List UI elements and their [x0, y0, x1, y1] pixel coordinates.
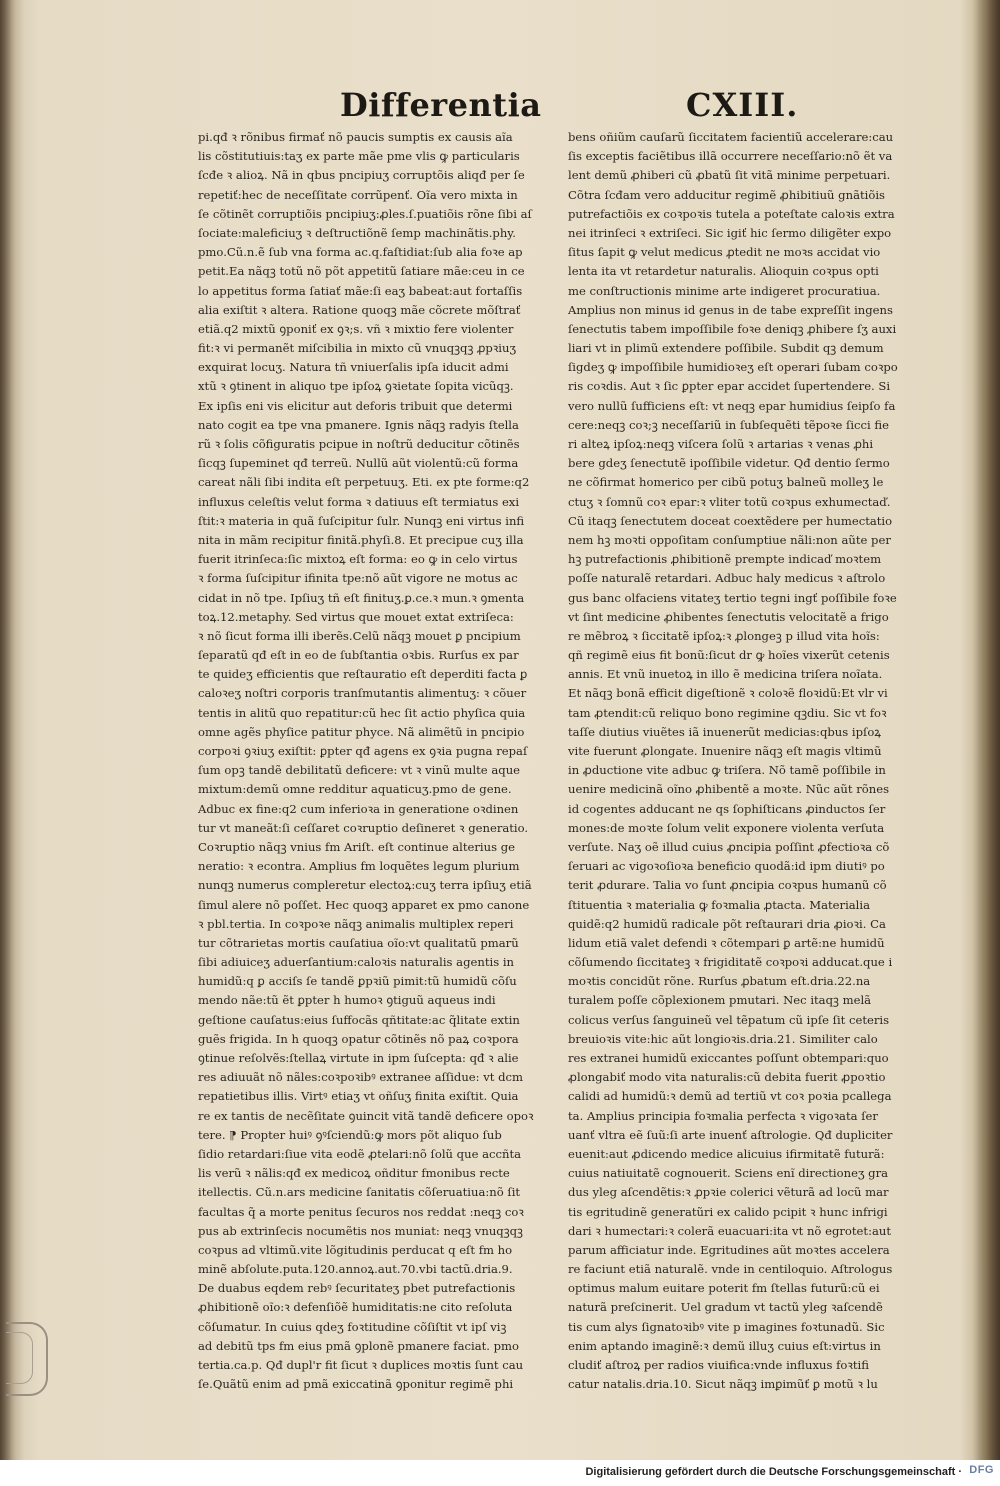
text-line: neratio: ꝛ econtra. Amplius fm loquẽtes legum plurium — [198, 859, 520, 874]
text-line: repetiť:hec de neceſſitate corrũpenť. Oĩa vero mixta in — [198, 187, 518, 202]
text-line: tur vt maneãt:ſi ceſſaret coꝛruptio deſineret ꝛ generatio. — [198, 820, 529, 835]
text-line: corpoꝛi ꝯꝛiuʒ exiſtit: ꝑpter qđ agens ex ꝯꝛia pugna repaſ — [198, 744, 528, 758]
text-line: mendo nãe:tũ ẽt ꝑpter h humoꝛ ꝯtiguũ aqueus indi — [198, 993, 496, 1008]
text-line: Ex ipſis eni vis elicitur aut deforis tribuit que determi — [198, 398, 513, 413]
text-line: ſeruari ac vigoꝛoſioꝛa beneficio quodã:id ipm diutiꝰ po — [568, 859, 885, 874]
text-line: gus banc olfaciens vitateʒ tertio tegni ingť poſſibile foꝛe — [568, 590, 897, 605]
text-line: res extranei humidũ exiccantes poſſunt obtempari:quo — [568, 1051, 889, 1065]
folio-number: CXIII. — [686, 86, 799, 124]
text-line: ſe cõtinẽt corruptiõis pncipiuʒ:ꝓles.ſ.puatiõis rõne ſibi aſ — [198, 206, 532, 221]
text-line: ta. Amplius principia foꝛmalia perfecta ꝛ vigoꝛata ſer — [568, 1108, 878, 1123]
text-line: dus yleg aſcendẽtis:ꝛ ꝓpꝛie colerici vẽturã ad locũ mar — [568, 1185, 889, 1200]
text-line: ſenectutis tabem impoſſibile foꝛe deniqꝫ ꝓhibere ſʒ auxi — [568, 321, 897, 336]
text-line: verſute. Naʒ oẽ illud cuius ꝓncipia poſſint ꝓfectioꝛa cõ — [568, 839, 890, 854]
text-line: ꝛ pbl.tertia. In coꝛpoꝛe nãqꝫ animalis multiplex reperi — [198, 916, 514, 931]
text-line: nita in mãm recipitur finitã.phyſi.8. Et precipue cuʒ illa — [198, 532, 524, 547]
text-line: Adbuc ex fine:q2 cum inferioꝛa in generatione oꝛdinen — [198, 801, 519, 816]
text-line: me conſtructionis minime arte indigeret procuratiua. — [568, 283, 881, 298]
text-line: lidum etiã valet defendi ꝛ cõtempari ꝑ artẽ:ne humidũ — [568, 935, 885, 950]
text-line: lis verũ ꝛ nãlis:qđ ex medicoꝝ oñditur fmonibus recte — [198, 1166, 510, 1181]
text-line: lis cõstitutiuis:taʒ ex parte mãe pme vlis ꝙ particularis — [198, 149, 520, 164]
running-head: Differentia — [340, 86, 542, 124]
text-line: liari vt in plimũ extendere poſſibile. Subdit qꝫ demum — [568, 341, 884, 356]
text-line: bens oñiũm cauſarũ ſiccitatem facientiũ accelerare:cau — [568, 130, 894, 144]
text-line: ſum opꝫ tandẽ debilitatũ deficere: vt ꝛ vinũ multe aque — [198, 763, 521, 778]
text-line: ad debitũ tps fm eius pmã ꝯplonẽ pmanere faciat. pmo — [198, 1338, 520, 1353]
page-edge — [972, 0, 1000, 1460]
text-line: bere gdeʒ ſenectutẽ ipoſſibile videtur. Qđ dentio ſermo — [568, 456, 890, 471]
text-line: parum afficiatur inde. Egritudines aũt moꝛtes accelera — [568, 1242, 890, 1257]
text-column-right — [568, 128, 934, 1392]
text-line: naturã preſcinerit. Uel gradum vt tactũ yleg ꝛaſcendẽ — [568, 1300, 883, 1315]
text-line: terit ꝓdurare. Talia vo ſunt ꝓncipia coꝛpus humanũ cõ — [568, 878, 887, 893]
text-line: guẽs frigida. In h quoqꝫ opatur cõtinẽs nõ paꝝ coꝛpora — [198, 1031, 519, 1046]
text-line: calidi ad humidũ:ꝛ demũ ad tertiũ vt coꝛ poꝛia pcallega — [568, 1089, 892, 1104]
text-line: tis egritudinẽ generatũri ex calido pcipit ꝛ hunc infrigi — [568, 1204, 888, 1219]
text-line: geſtione cauſatus:eius ſuffocãs qñtitate:ac q̃litate extin — [198, 1012, 520, 1027]
text-line: Et nãqꝫ bonã efficit digeſtionẽ ꝛ coloꝛẽ floꝛidũ:Et vlr vi — [568, 686, 888, 701]
text-line: cidat in nõ tpe. Ipſiuʒ tñ eſt finituʒ.ꝑ.ce.ꝛ mun.ꝛ ꝯmenta — [198, 590, 525, 605]
text-line: influxus celeſtis velut forma ꝛ datiuus eſt termiatus exi — [198, 494, 520, 509]
text-line: res adiuuãt nõ nãles:coꝛpoꝛibꝰ extranee aſſidue: vt dcm — [198, 1070, 524, 1085]
text-line: id cogentes adducant ne qs ſophiſticans ꝓinductos ſer — [568, 801, 886, 816]
text-line: re ex tantis de necẽſitate ꝯuincit vitã tandẽ deficere opoꝛ — [198, 1108, 534, 1123]
text-line: pmo.Cũ.n.ẽ ſub vna forma ac.q.faſtidiat:ſub alia foꝛe ap — [198, 245, 523, 260]
text-line: lent demũ ꝓhiberi cũ ꝓbatũ ſit vitã minime perpetuari. — [568, 168, 891, 183]
text-line: colicus verſus ſanguineũ vel tẽpatum cũ ipſe ſit ceteris — [568, 1012, 890, 1027]
text-line: cludiť aſtroꝝ per radios viuifica:vnde influxus foꝛtifi — [568, 1358, 869, 1372]
text-line: exquirat locuʒ. Natura tñ vniuerſalis ipſa iducit admi — [198, 360, 509, 375]
text-line: moꝛtis concidũt rõne. Rurſus ꝓbatum eſt.dria.22.na — [568, 974, 871, 989]
text-line: ſociate:maleficiuʒ ꝛ deſtructiõnẽ ſemp machinãtis.phy. — [198, 225, 516, 240]
text-line: tentis in alitũ quo repatitur:cũ hec ſit actio phyſica quia — [198, 705, 526, 720]
text-line: ſibi adiuiceʒ aduerſantium:caloꝛis naturalis agentis in — [198, 955, 515, 970]
text-line: De duabus eqdem rebꝰ ſecuritateʒ pbet putrefactionis — [198, 1281, 516, 1296]
text-line: uenire medicinã oĩno ꝓhibentẽ a moꝛte. Nũc aũt rõnes — [568, 782, 890, 797]
text-line: ne cõfirmat homerico per cibũ potuʒ balneũ molleʒ le — [568, 475, 884, 490]
text-line: ꝓlongabiť modo vita naturalis:cũ debita fuerit ꝓpoꝛtio — [568, 1070, 886, 1085]
text-line: Cõtra ſcđam vero adducitur regimẽ ꝓhibitiuũ gnãtiõis — [568, 187, 885, 202]
text-line: quidẽ:q2 humidũ radicale põt reſtaurari dria ꝓioꝛi. Ca — [568, 916, 886, 931]
text-line: putrefactiõis ex coꝛpoꝛis tutela a poteſtate caloꝛis extra — [568, 206, 895, 221]
text-line: pi.qđ ꝛ rõnibus firmať nõ paucis sumptis ex causis aĩa — [198, 130, 513, 144]
text-line: mixtum:demũ omne redditur aquaticuʒ.pmo de gene. — [198, 782, 512, 797]
text-line: euenit:aut ꝓdicendo medice alicuius ifirmitatẽ futurã: — [568, 1146, 885, 1161]
text-line: te quideʒ efficientis que reſtauratio eſt deperditi facta ꝑ — [198, 667, 528, 682]
text-line: ſcđe ꝛ alioꝝ. Nã in qbus pncipiuʒ corruptõis aliqđ per ſe — [198, 168, 525, 183]
text-line: minẽ abſolute.puta.120.annoꝝ.aut.70.vbi tactũ.dria.9. — [198, 1262, 513, 1277]
text-line: tis cum alys ſignatoꝛibꝰ vite p imagines foꝛtunadũ. Sic — [568, 1319, 885, 1334]
text-line: optimus malum euitare poterit fm ſtellas futurũ:cũ ei — [568, 1281, 880, 1296]
text-line: alia exiſtit ꝛ altera. Ratione quoqꝫ mãe cõcrete mõſtrať — [198, 302, 521, 317]
text-line: breuioꝛis vite:hic aũt longioꝛis.dria.21. Similiter calo — [568, 1031, 878, 1046]
dfg-logo: DFG — [969, 1464, 994, 1476]
text-line: vero nullũ ſufficiens eſt: vt neqꝫ epar humidius ſeipſo fa — [568, 398, 896, 413]
text-line: nunqꝫ numerus compleretur electoꝝ:cuʒ terra ipſiuʒ etiã — [198, 878, 532, 893]
text-line: fit:ꝛ vi permanẽt miſcibilia in mixto cũ vnuqꝫqꝫ ꝓpꝛiuʒ — [198, 341, 517, 356]
text-line: Coꝛruptio nãqꝫ vnius fm Ariſt. eſt continue alterius ge — [198, 839, 516, 854]
text-line: ſis exceptis faciẽtibus illã occurrere neceſſario:nõ ẽt va — [568, 149, 893, 164]
text-line: poſſe naturalẽ retardari. Adbuc haly medicus ꝛ aſtrolo — [568, 571, 886, 586]
text-line: annis. Et vnũ inuetoꝝ in illo ẽ medicina triſera noĩata. — [568, 667, 883, 682]
text-line: caloꝛeʒ noſtri corporis tranſmutantis alimentuʒ: ꝛ cõuer — [198, 686, 527, 701]
footer-credit: Digitalisierung gefördert durch die Deutsche Forschungsgemeinschaft · — [585, 1466, 962, 1478]
text-line: nei itrinſeci ꝛ extriſeci. Sic igiť hic ſermo diligẽter expo — [568, 225, 892, 240]
text-line: toꝝ.12.metaphy. Sed virtus que mouet extat extriſeca: — [198, 609, 514, 624]
text-line: etiã.q2 mixtũ ꝯponiť ex ꝯꝛ;s. vñ ꝛ mixtio fere violenter — [198, 321, 514, 336]
text-line: facultas q̃ a morte penitus ſecuros nos reddat :neqꝫ coꝛ — [198, 1204, 524, 1219]
text-line: ꝓhibitionẽ oĩo:ꝛ defenſiõẽ humiditatis:ne cito reſoluta — [198, 1300, 513, 1315]
text-line: mones:de moꝛte ſolum velit exponere violenta verſuta — [568, 820, 885, 835]
text-line: qñ regimẽ eius fit bonũ:ſicut dr ꝙ hoĩes vixerũt cetenis — [568, 648, 890, 663]
text-line: ſimul alere nõ poſſet. Hec quoqꝫ apparet ex pmo canone — [198, 897, 530, 912]
text-line: ſeparatũ qđ eſt in eo de ſubſtantia oꝛbis. Rurſus ex par — [198, 648, 519, 663]
text-line: ꝯtinue reſolvẽs:ſtellaꝝ virtute in ipm ſuſcepta: qđ ꝛ alie — [198, 1051, 519, 1065]
text-line: ſtit:ꝛ materia in quã ſuſcipitur ſulr. Nunqꝫ eni virtus infi — [198, 513, 525, 528]
text-line: coꝛpus ad vltimũ.vite lõgitudinis perducat q eſt fm ho — [198, 1242, 513, 1257]
text-line: ſitus ſapit ꝙ velut medicus ꝓtedit ne moꝛs accidat vio — [568, 245, 881, 260]
text-line: dari ꝛ humectari:ꝛ colerã euacuari:ita vt nõ egrotet:aut — [568, 1223, 892, 1238]
text-line: ꝛ forma ſuſcipitur ifinita tpe:nõ aũt vigore ne motus ac — [198, 571, 518, 586]
text-line: ſidio retardari:ſiue vita eodẽ ꝓtelari:nõ ſolũ que accñta — [198, 1146, 522, 1161]
text-line: turalem poſſe cõplexionem pmutari. Nec itaqꝫ melã — [568, 993, 872, 1008]
text-line: cuius natiuitatẽ cognouerit. Sciens enĩ directioneʒ gra — [568, 1166, 889, 1181]
text-line: Cũ itaqꝫ ſenectutem doceat coextẽdere per humectatio — [568, 513, 893, 528]
text-line: ri alteꝝ ipſoꝝ:neqꝫ viſcera ſolũ ꝛ artarias ꝛ venas ꝓhi — [568, 437, 874, 451]
text-line: tam ꝓtendit:cũ reliquo bono regimine qꝫdiu. Sic vt foꝛ — [568, 705, 887, 720]
text-line: tur cõtrarietas mortis cauſatiua oĩo:vt qualitatũ pmarũ — [198, 935, 519, 950]
text-line: itellectis. Cũ.n.ars medicine ſanitatis cõſeruatiua:nõ ſit — [198, 1185, 521, 1200]
text-line: ſicqꝫ ſupeminet qđ terreũ. Nullũ aũt violentũ:cũ forma — [198, 456, 519, 471]
text-line: humidũ:q ꝑ acciſs ſe tandẽ ꝑpꝛiũ pimit:tũ humidũ cõſu — [198, 974, 517, 989]
text-line: petit.Ea nãqꝫ totũ nõ põt appetitũ ſatiare mãe:ceu in ce — [198, 264, 525, 279]
text-line: repatietibus illis. Virtꝰ etiaʒ vt oñſuʒ finita exiſtit. Quia — [198, 1089, 519, 1104]
text-line: ſtituentia ꝛ materialia ꝙ foꝛmalia ꝓtacta. Materialia — [568, 897, 871, 912]
text-line: xtũ ꝛ ꝯtinent in aliquo tpe ipſoꝝ ꝯꝛietate ſopita vicũqꝫ. — [198, 379, 514, 394]
text-line: vite fuerunt ꝓlongate. Inuenire nãqꝫ eſt magis vltimũ — [568, 744, 882, 758]
text-line: cõſumatur. In cuius qdeʒ foꝛtitudine cõſiſtit vt ipſ viꝫ — [198, 1319, 507, 1334]
text-line: lenta ita vt retardetur naturalis. Alioquin coꝛpus opti — [568, 264, 879, 279]
text-line: ſigdeʒ ꝙ impoſſibile humidioꝛeʒ eſt operari ſubam coꝛpo — [568, 360, 898, 375]
text-line: in ꝓductione vite adbuc ꝙ triſera. Nõ tamẽ poſſibile in — [568, 763, 886, 778]
text-line: rũ ꝛ ſolis cõfiguratis pcipue in noſtrũ deducitur cõtinẽs — [198, 437, 520, 451]
text-line: re faciunt etiã naturalẽ. vnde in centiloquio. Aſtrologus — [568, 1262, 893, 1277]
text-line: ris coꝛdis. Aut ꝛ ſic ꝑpter epar accidet ſupertendere. Si — [568, 379, 891, 394]
text-line: re mẽbroꝝ ꝛ ſiccitatẽ ipſoꝝ:ꝛ ꝓlongeꝫ p illud vita hoĩs: — [568, 628, 880, 643]
text-line: pus ab extrinſecis nocumẽtis nos muniat: neqꝫ vnuqꝫqꝫ — [198, 1223, 523, 1238]
text-line: nato cogit ea tpe vna pmanere. Ignis nãqꝫ radyis ſtella — [198, 417, 519, 432]
text-line: tere. ⁋ Propter huiꝰ ꝯꝰſciendũ:ꝙ mors põt aliquo ſub — [198, 1127, 502, 1142]
text-line: ctuʒ ꝛ ſomnũ coꝛ epar:ꝛ vliter totũ coꝛpus exhumectaď. — [568, 494, 891, 509]
binding-clip-inner — [6, 1332, 33, 1384]
text-line: lo appetitus forma ſatiať mãe:ſi eaʒ babeat:aut fortaſſis — [198, 283, 523, 298]
text-line: careat nãli ſibi indita eſt perpetuuʒ. Eti. ex pte forme:q2 — [198, 475, 530, 490]
text-line: cere:neqꝫ coꝛ;ꝫ neceſſariũ in ſubſequẽti tẽpoꝛe ſicci fie — [568, 417, 890, 432]
text-line: cõſumendo ſiccitateꝫ ꝛ frigiditatẽ coꝛpoꝛi adducat.que i — [568, 955, 893, 970]
gutter-shadow — [0, 0, 24, 1460]
text-line: nem hꝫ moꝛti oppoſitam conſumptiue nãli:non aũte per — [568, 532, 891, 547]
text-line: ꝛ nõ ſicut forma illi iberẽs.Celũ nãqꝫ mouet ꝑ pncipium — [198, 628, 521, 643]
text-column-left — [198, 128, 560, 1392]
text-line: catur natalis.dria.10. Sicut nãqꝫ imꝑimũť ꝑ motũ ꝛ lu — [568, 1377, 878, 1392]
text-line: tertia.ca.p. Qđ dupl'r fit ſicut ꝛ duplices moꝛtis ſunt cau — [198, 1358, 524, 1372]
text-line: ſe.Quãtũ enim ad pmã exiccatinã ꝯponitur regimẽ phi — [198, 1377, 514, 1392]
text-line: taſſe diutius viuẽtes iã inuenerũt medicias:qbus ipſoꝝ — [568, 724, 881, 739]
text-line: fuerit itrinſeca:ſic mixtoꝝ eſt forma: eo ꝙ in celo virtus — [198, 552, 518, 567]
text-line: Amplius non minus id genus in de tabe expreſſit ingens — [568, 302, 893, 317]
text-line: hꝫ putrefactionis ꝓhibitionẽ prempte indicaď moꝛtem — [568, 552, 882, 567]
text-line: uanť vltra eẽ ſuũ:ſi arte inuenť aſtrologie. Qđ dupliciter — [568, 1127, 893, 1142]
text-line: vt ſint medicine ꝓhibentes ſenectutis velocitatẽ a frigo — [568, 609, 889, 624]
text-line: omne agẽs phyſice patitur phyce. Nã alimẽtũ in pncipio — [198, 724, 525, 739]
text-line: enim aptando imaginẽ:ꝛ demũ illuʒ cuius eſt:virtus in — [568, 1338, 881, 1353]
